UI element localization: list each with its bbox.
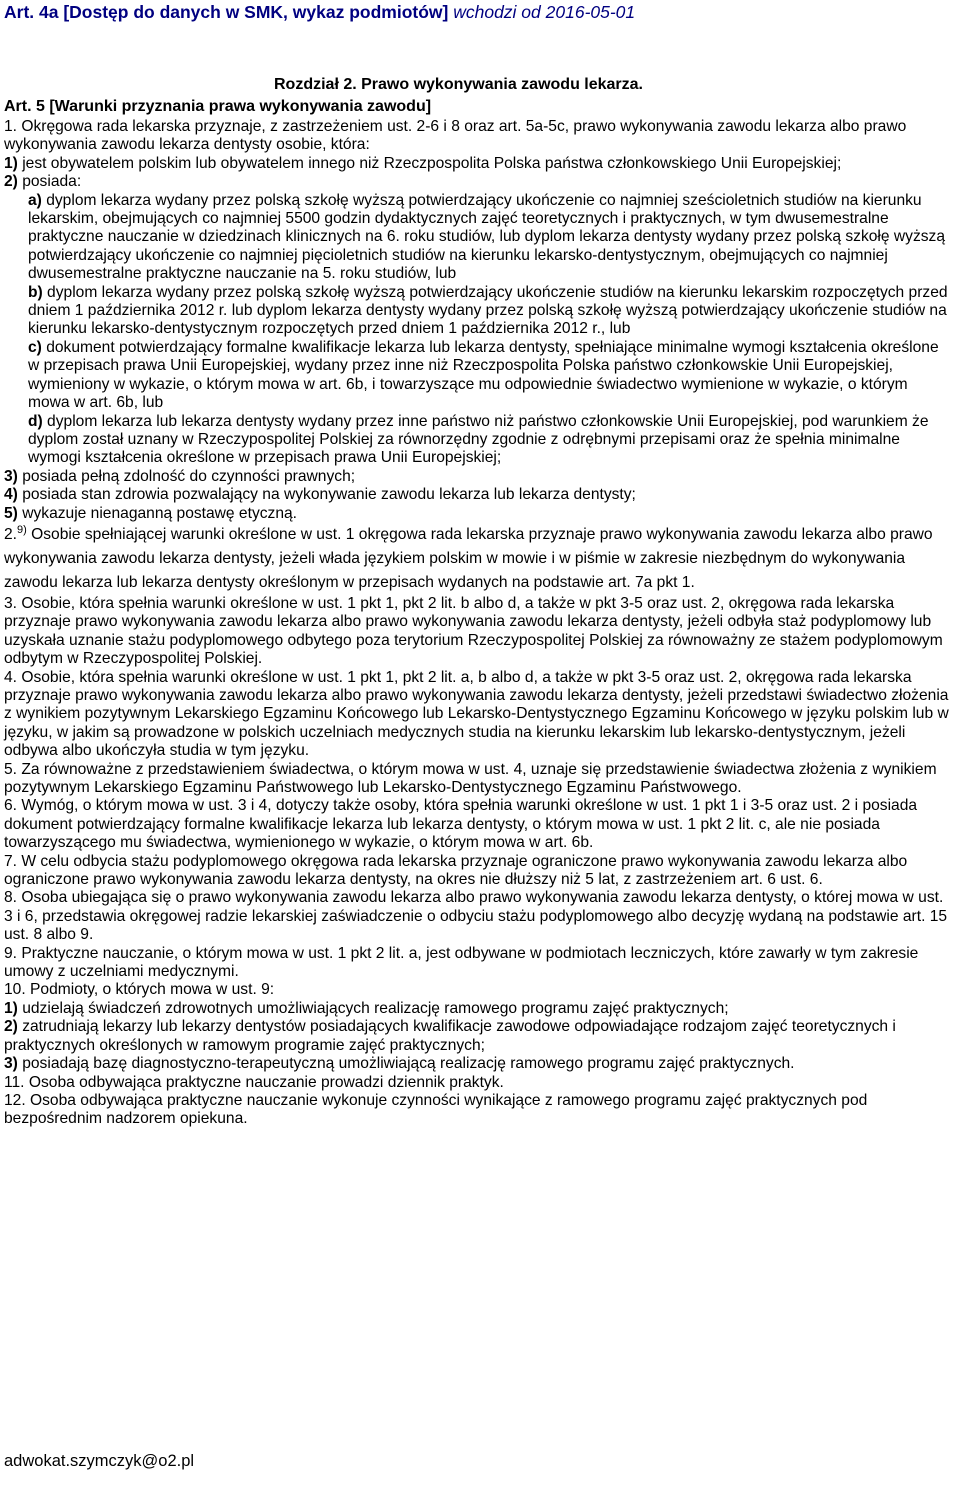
paragraph-7: 7. W celu odbycia stażu podyplomowego okręgowa rada lekarska przyznaje ograniczone prawo wykonywania zawodu lekarza albo ograniczone prawo wykonywania zawodu lekarza dentysty, na okres nie dłuższy niż 5 lat, z zastrzeżeniem art. 6 ust. 6. <box>4 852 908 889</box>
paragraph-11: 11. Osoba odbywająca praktyczne nauczanie prowadzi dziennik praktyk. <box>4 1073 504 1091</box>
point-1-1 <box>4 155 950 173</box>
letter-text: dokument potwierdzający formalne kwalifikacje lekarza lub lekarza dentysty, spełniające minimalne wymogi kształcenia określone w przepisach prawa Unii Europejskiej, wydany przez inne niż Rzeczpospolita Polska państwo członkowskie Unii Europejskiej, wymieniony w wykazie, o którym mowa w art. 6b, i towarzyszące mu odpowiednie świadectwo wymienione w wykazie, o którym mowa w art. 6b, lub <box>28 338 939 412</box>
article-title: Art. 5 [Warunki przyznania prawa wykonywania zawodu] <box>4 98 432 115</box>
paragraph-9: 9. Praktyczne nauczanie, o którym mowa w ust. 1 pkt 2 lit. a, jest odbywane w podmiotach leczniczych, które zawarły w tym zakresie umowy z uczelniami medycznymi. <box>4 944 919 981</box>
letter-text: dyplom lekarza wydany przez polską szkołę wyższą potwierdzający ukończenie co najmniej sześcioletnich studiów na kierunku lekarskim, obejmujących co najmniej 5500 godzin dydaktycznych zajęć teoretycznych i praktycznych, w tym dwusemestralne praktyczne nauczanie w dziedzinach klinicznych na 6. roku studiów, lub dyplom lekarza dentysty wydany przez polską szkołę wyższą potwierdzający ukończenie co najmniej pięcioletnich studiów na kierunku lekarsko-dentystycznym, obejmujących co najmniej dwusemestralne praktyczne nauczanie na 5. roku studiów, lub <box>28 191 946 283</box>
paragraph-3: 3. Osobie, która spełnia warunki określone w ust. 1 pkt 1, pkt 2 lit. b albo d, a także w pkt 3-5 oraz ust. 2, okręgowa rada lekarska przyznaje prawo wykonywania zawodu lekarza albo prawo wykonywania zawodu lekarza dentysty, jeżeli odbyła staż podyplomowy lub uzyskała uznanie stażu podyplomowego odbytego poza terytorium Rzeczypospolitej Polskiej za równoważny ze stażem podyplomowym odbytym w Rzeczypospolitej Polskiej. <box>4 594 943 668</box>
point-number: 3) <box>4 1055 18 1073</box>
point-number: 2) <box>4 173 18 191</box>
point-1-3 <box>4 468 950 486</box>
paragraph-4: 4. Osobie, która spełnia warunki określone w ust. 1 pkt 1, pkt 2 lit. a, b albo d, a także w pkt 3-5 oraz ust. 2, okręgowa rada lekarska przyznaje prawo wykonywania zawodu lekarza albo prawo wykonywania zawodu lekarza dentysty, jeżeli przedstawi świadectwo złożenia z wynikiem pozytywnym Lekarskiego Egzaminu Końcowego lub Lekarsko-Dentystycznego Egzaminu Końcowego w języku polskim lub w języku, w jakim są prowadzone w polskich uczelniach medycznych studia na kierunku lekarskim lub lekarsko-dentystycznym, jeżeli odbywa albo ukończyła studia w tym języku. <box>4 668 949 760</box>
point-number: 1) <box>4 154 18 172</box>
header-line <box>4 2 635 23</box>
letter-number: d) <box>28 412 43 430</box>
point-text: posiadają bazę diagnostyczno-terapeutyczną umożliwiającą realizację ramowego programu zajęć praktycznych. <box>17 1055 795 1073</box>
letter-c <box>4 339 950 413</box>
paragraph-12: 12. Osoba odbywająca praktyczne nauczanie wykonuje czynności wynikające z ramowego programu zajęć praktycznych pod bezpośrednim nadzorem opiekuna. <box>4 1091 868 1128</box>
point-number: 1) <box>4 999 18 1017</box>
point-text: zatrudniają lekarzy lub lekarzy dentystów posiadających kwalifikacje zawodowe odpowiadające rodzajom zajęć teoretycznych i praktycznych określonych w ramowym programie zajęć praktycznych; <box>4 1018 896 1054</box>
paragraph-5: 5. Za równoważne z przedstawieniem świadectwa, o którym mowa w ust. 4, uznaje się przedstawienie świadectwa złożenia z wynikiem pozytywnym Lekarskiego Egzaminu Państwowego lub Lekarsko-Dentystycznego Egzaminu Państwowego. <box>4 760 937 796</box>
document-body <box>4 118 950 1129</box>
paragraph-10: 10. Podmioty, o których mowa w ust. 9: <box>4 981 275 999</box>
footnote-marker: 9) <box>17 523 27 536</box>
header-prefix: Art. 4a [Dostęp do danych w SMK, wykaz podmiotów] <box>4 2 454 22</box>
paragraph-2 <box>4 523 950 595</box>
letter-a <box>4 192 950 284</box>
point-10-1 <box>4 1000 950 1018</box>
point-text: posiada: <box>17 173 82 191</box>
point-text: posiada stan zdrowia pozwalający na wykonywanie zawodu lekarza lub lekarza dentysty; <box>17 486 636 504</box>
point-text: wykazuje nienaganną postawę etyczną. <box>17 504 298 522</box>
paragraph-1: 1. Okręgowa rada lekarska przyznaje, z zastrzeżeniem ust. 2-6 i 8 oraz art. 5a-5c, prawo wykonywania zawodu lekarza albo prawo wykonywania zawodu lekarza dentysty osobie, która: <box>4 118 907 154</box>
letter-number: a) <box>28 191 42 209</box>
point-1-2 <box>4 173 950 191</box>
point-text: jest obywatelem polskim lub obywatelem innego niż Rzeczpospolita Polska państwa członkowskiego Unii Europejskiej; <box>17 154 842 172</box>
chapter-title: Rozdział 2. Prawo wykonywania zawodu lekarza. <box>274 76 643 93</box>
point-number: 3) <box>4 467 18 485</box>
paragraph-number: 2. <box>4 525 18 543</box>
point-1-5 <box>4 505 950 523</box>
letter-b <box>4 284 950 339</box>
point-10-3 <box>4 1055 950 1073</box>
paragraph-6: 6. Wymóg, o którym mowa w ust. 3 i 4, dotyczy także osoby, która spełnia warunki określone w ust. 1 pkt 1 i 3-5 oraz ust. 2 i posiada dokument potwierdzający formalne kwalifikacje lekarza lub lekarza dentysty, o którym mowa w ust. 1 pkt 2 lit. c, ale nie posiada towarzyszącego mu świadectwa, wymienionego w wykazie, o którym mowa w art. 6b. <box>4 797 918 852</box>
letter-number: c) <box>28 338 42 356</box>
header-suffix: wchodzi od 2016-05-01 <box>453 2 636 22</box>
footer-email: adwokat.szymczyk@o2.pl <box>4 1452 195 1470</box>
point-10-2 <box>4 1018 950 1055</box>
point-text: posiada pełną zdolność do czynności prawnych; <box>17 467 356 485</box>
point-number: 5) <box>4 504 18 522</box>
letter-d <box>4 413 950 468</box>
letter-text: dyplom lekarza wydany przez polską szkołę wyższą potwierdzający ukończenie studiów na kierunku lekarskim rozpoczętych przed dniem 1 października 2012 r. lub dyplom lekarza dentysty wydany przez polską szkołę wyższą potwierdzający ukończenie studiów na kierunku lekarsko-dentystycznym rozpoczętych przed dniem 1 października 2012 r., lub <box>28 283 948 338</box>
point-text: udzielają świadczeń zdrowotnych umożliwiających realizację ramowego programu zajęć praktycznych; <box>17 999 729 1017</box>
letter-text: dyplom lekarza lub lekarza dentysty wydany przez inne państwo niż państwo członkowskie Unii Europejskiej, pod warunkiem że dyplom został uznany w Rzeczypospolitej Polskiej za równorzędny zgodnie z odrębnymi przepisami oraz że spełnia minimalne wymogi kształcenia określone w przepisach prawa Unii Europejskiej; <box>28 412 929 467</box>
paragraph-8: 8. Osoba ubiegająca się o prawo wykonywania zawodu lekarza albo prawo wykonywania zawodu lekarza dentysty, o której mowa w ust. 3 i 6, przedstawia okręgowej radzie lekarskiej zaświadczenie o odbyciu stażu podyplomowego albo decyzję wydaną na podstawie art. 15 ust. 8 albo 9. <box>4 889 948 944</box>
point-number: 4) <box>4 486 18 504</box>
letter-number: b) <box>28 283 43 301</box>
paragraph-text: Osobie spełniającej warunki określone w ust. 1 okręgowa rada lekarska przyznaje prawo wykonywania zawodu lekarza albo prawo wykonywania zawodu lekarza dentysty, jeżeli włada językiem polskim w mowie i w piśmie w zakresie niezbędnym do wykonywania zawodu lekarza lub lekarza dentysty określonym w przepisach wydanych na podstawie art. 7a pkt 1. <box>4 525 933 591</box>
point-number: 2) <box>4 1018 18 1036</box>
point-1-4 <box>4 486 950 504</box>
